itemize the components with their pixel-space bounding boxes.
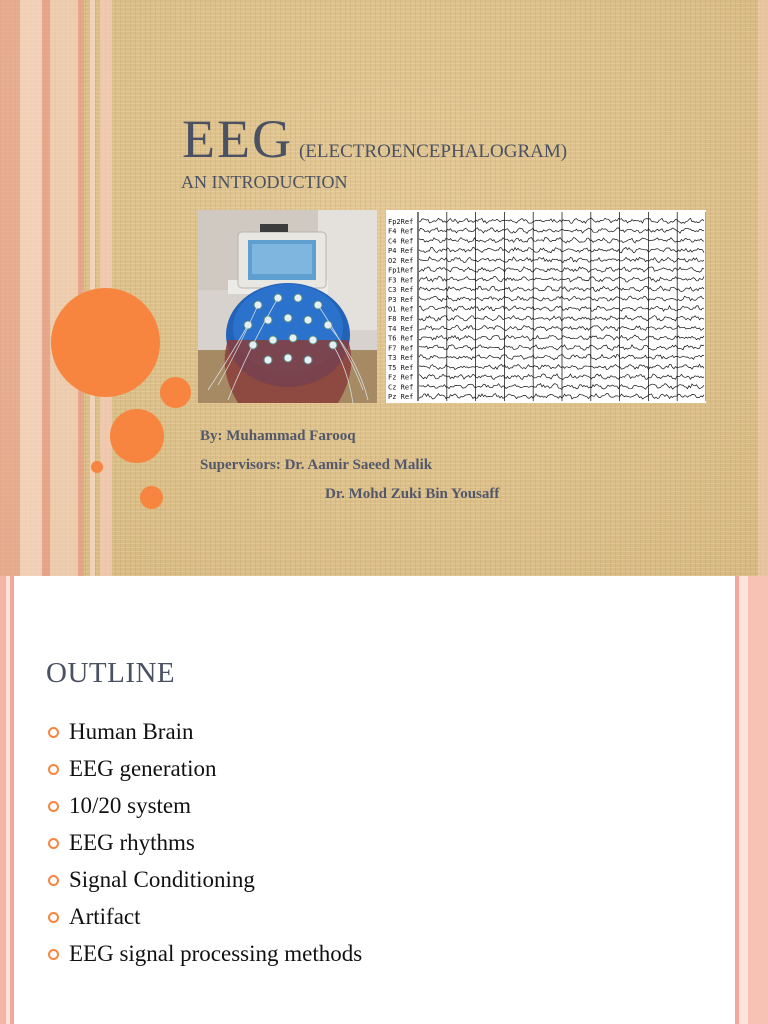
list-item-label: EEG generation: [69, 756, 217, 781]
channel-trace: [419, 277, 704, 283]
channel-label: T4 Ref: [388, 324, 414, 333]
channel-label: Cz Ref: [388, 383, 414, 392]
channel-trace: [419, 257, 704, 263]
channel-trace: [419, 296, 704, 302]
channel-trace: [419, 325, 704, 330]
outline-title: OUTLINE: [46, 657, 176, 689]
small-orange-circle: [160, 377, 191, 408]
channel-label: T3 Ref: [388, 354, 414, 363]
bullet-circle-icon: [48, 875, 59, 886]
left-stripe-4: [50, 0, 78, 576]
channel-trace: [419, 316, 704, 321]
small-orange-circle-2: [140, 486, 163, 509]
eeg-cap-photo: [198, 210, 377, 403]
left-stripe-5: [78, 0, 84, 576]
right-stripe-b: [739, 576, 748, 1024]
channel-label: P4 Ref: [388, 247, 414, 256]
channel-trace: [419, 384, 704, 390]
bullet-circle-icon: [48, 801, 59, 812]
channel-label: Pz Ref: [388, 393, 414, 402]
list-item-label: EEG rhythms: [69, 830, 195, 855]
channel-trace: [419, 374, 704, 380]
channel-trace: [419, 345, 704, 351]
list-item: [48, 863, 362, 900]
channel-label: F4 Ref: [388, 227, 414, 236]
list-item: [48, 752, 362, 789]
channel-label: F7 Ref: [388, 344, 414, 353]
supervisors-line: Supervisors: Dr. Aamir Saeed Malik: [200, 457, 433, 473]
bullet-circle-icon: [48, 727, 59, 738]
list-item-label: EEG signal processing methods: [69, 941, 363, 966]
slide-title: [182, 108, 567, 168]
title-main: EEG: [182, 109, 293, 169]
bullet-circle-icon: [48, 912, 59, 923]
right-stripe: [758, 0, 768, 576]
eeg-trace-plot: [386, 210, 706, 403]
channel-trace: [419, 335, 704, 341]
tiny-orange-circle: [91, 461, 103, 473]
channel-trace: [419, 364, 704, 369]
left-stripe-2: [20, 0, 42, 576]
left-stripe-c: [10, 576, 14, 1024]
channel-label: Fz Ref: [388, 373, 414, 382]
medium-orange-circle: [110, 409, 164, 463]
list-item-label: Artifact: [69, 904, 141, 929]
list-item-label: Signal Conditioning: [69, 867, 255, 892]
big-orange-circle: [51, 288, 160, 397]
channel-label: O1 Ref: [388, 305, 414, 314]
channel-trace: [419, 218, 704, 223]
channel-label: T5 Ref: [388, 363, 414, 372]
title-suffix: (ELECTROENCEPHALOGRAM): [298, 141, 568, 162]
list-item: [48, 900, 362, 937]
list-item-label: 10/20 system: [69, 793, 192, 818]
left-stripe-1: [0, 0, 20, 576]
channel-label: Fp2Ref: [388, 217, 414, 226]
slide-subtitle: AN INTRODUCTION: [181, 172, 348, 192]
bullet-circle-icon: [48, 949, 59, 960]
bullet-circle-icon: [48, 838, 59, 849]
left-stripe-3: [42, 0, 50, 576]
channel-trace: [419, 394, 704, 400]
list-item-label: Human Brain: [69, 719, 194, 744]
supervisor-2-line: Dr. Mohd Zuki Bin Yousaff: [325, 486, 500, 502]
channel-trace: [419, 247, 704, 253]
list-item: [48, 826, 362, 863]
channel-trace: [419, 267, 704, 273]
channel-label: T6 Ref: [388, 334, 414, 343]
bullet-circle-icon: [48, 764, 59, 775]
channel-label: O2 Ref: [388, 256, 414, 265]
list-item: [48, 937, 362, 974]
list-item: [48, 715, 362, 752]
list-item: [48, 789, 362, 826]
channel-label: P3 Ref: [388, 295, 414, 304]
channel-trace: [419, 354, 704, 360]
channel-label: C4 Ref: [388, 237, 414, 246]
channel-trace: [419, 228, 704, 234]
channel-label: C3 Ref: [388, 286, 414, 295]
channel-trace: [419, 238, 704, 244]
channel-label: F8 Ref: [388, 315, 414, 324]
outline-slide: [0, 576, 768, 1024]
channel-label: F3 Ref: [388, 276, 414, 285]
outline-list: [48, 715, 362, 974]
author-line: By: Muhammad Farooq: [200, 428, 356, 444]
right-stripe-c: [748, 576, 768, 1024]
channel-label: Fp1Ref: [388, 266, 414, 275]
channel-trace: [419, 286, 704, 291]
channel-trace: [419, 306, 704, 312]
